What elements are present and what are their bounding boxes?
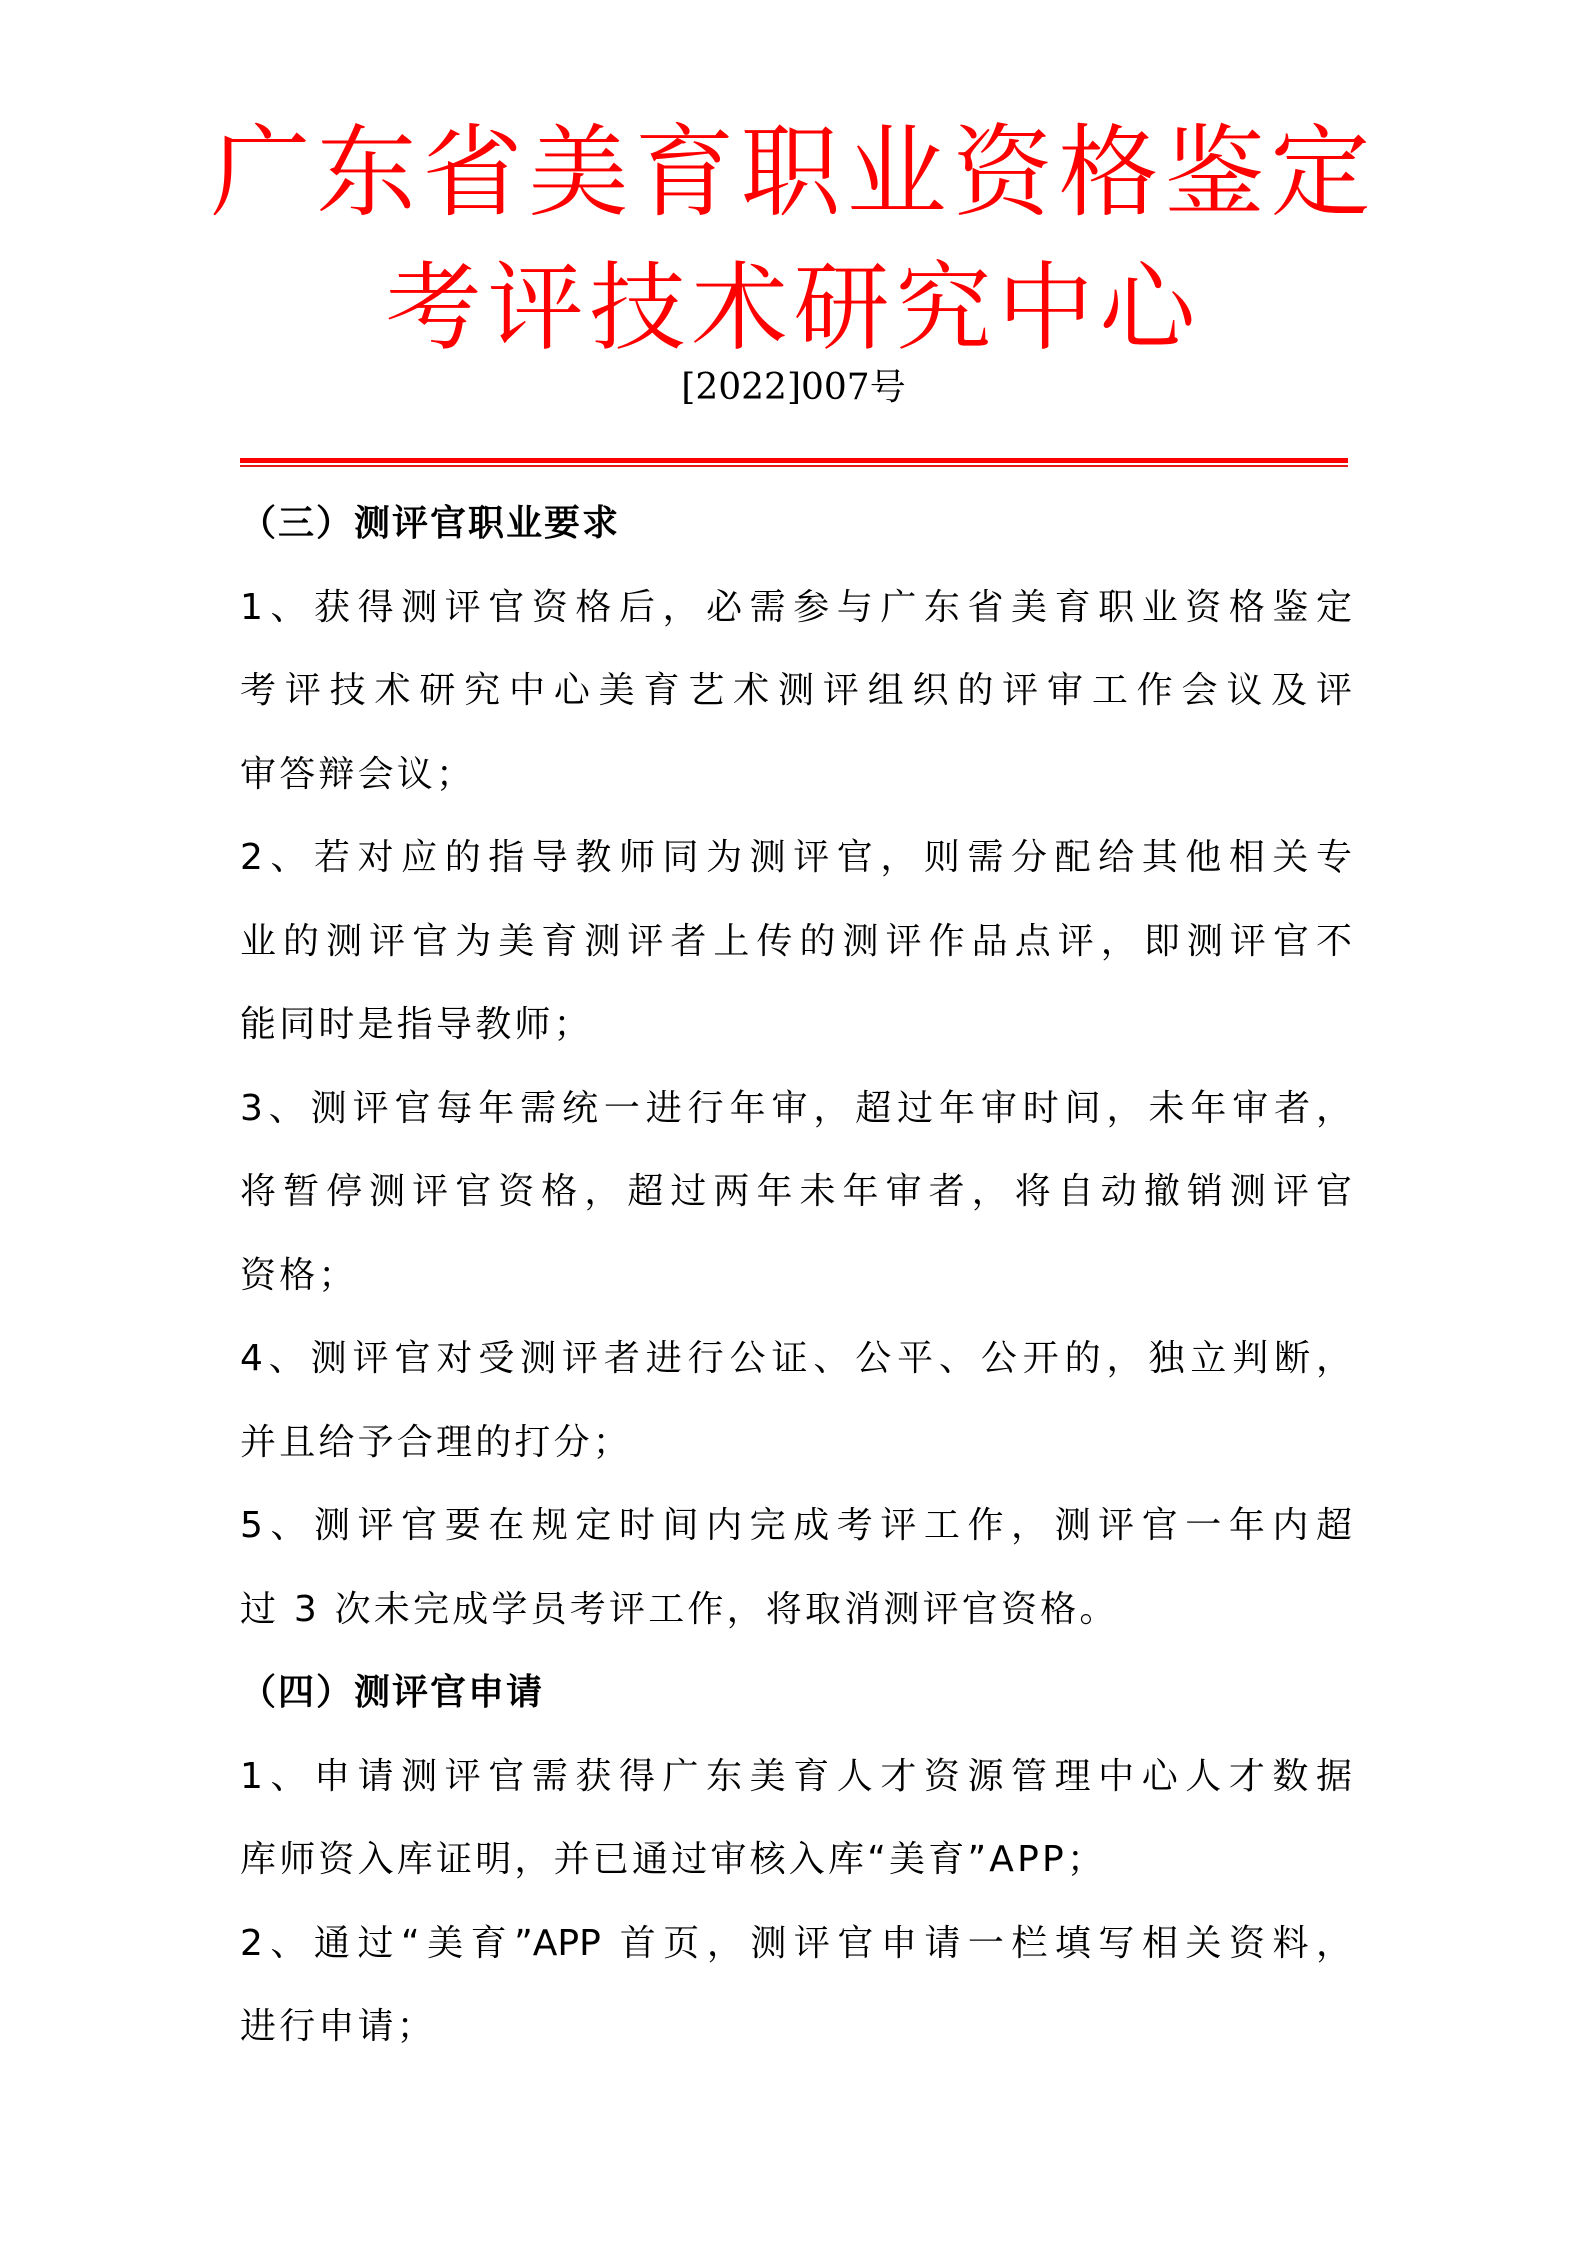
red-header-rule-thin bbox=[240, 465, 1348, 467]
paragraph-line: 进行申请； bbox=[240, 2006, 437, 2047]
requirement-item-2 bbox=[240, 816, 1352, 1067]
application-item-2 bbox=[240, 1902, 1352, 2069]
section-heading-application: （四）测评官申请 bbox=[240, 1672, 545, 1713]
requirement-item-4 bbox=[240, 1317, 1352, 1484]
document-body bbox=[240, 482, 1352, 2069]
requirement-item-5 bbox=[240, 1484, 1352, 1651]
requirement-item-1 bbox=[240, 566, 1352, 817]
paragraph-line: 库师资入库证明，并已通过审核入库“美育”APP； bbox=[240, 1839, 1107, 1880]
paragraph-line: 过 3 次未完成学员考评工作，将取消测评官资格。 bbox=[240, 1588, 1119, 1630]
org-title-line-2: 考评技术研究中心 bbox=[385, 252, 1202, 364]
paragraph-line: 4、测评官对受测评者进行公证、公平、公开的，独立判断， bbox=[240, 1338, 1352, 1379]
paragraph-line: 1、申请测评官需获得广东美育人才资源管理中心人才数据 bbox=[240, 1755, 1352, 1797]
paragraph-line: 5、测评官要在规定时间内完成考评工作，测评官一年内超 bbox=[240, 1505, 1352, 1546]
paragraph-line: 1、获得测评官资格后，必需参与广东省美育职业资格鉴定 bbox=[240, 586, 1352, 628]
paragraph-line: 审答辩会议； bbox=[240, 753, 476, 795]
application-item-1 bbox=[240, 1735, 1352, 1902]
section-heading-requirements: （三）测评官职业要求 bbox=[240, 503, 621, 544]
paragraph-line: 2、若对应的指导教师同为测评官，则需分配给其他相关专 bbox=[240, 837, 1352, 878]
paragraph-line: 业的测评官为美育测评者上传的测评作品点评，即测评官不 bbox=[240, 920, 1352, 962]
paragraph-line: 并且给予合理的打分； bbox=[240, 1421, 633, 1463]
paragraph-line: 考评技术研究中心美育艺术测评组织的评审工作会议及评 bbox=[240, 670, 1352, 711]
paragraph-line: 将暂停测评官资格，超过两年未年审者，将自动撤销测评官 bbox=[240, 1171, 1352, 1212]
red-header-rule-thick bbox=[240, 458, 1348, 463]
paragraph-line: 能同时是指导教师； bbox=[240, 1004, 593, 1045]
requirement-item-3 bbox=[240, 1067, 1352, 1318]
paragraph-line: 资格； bbox=[240, 1254, 358, 1296]
paragraph-line: 2、通过“美育”APP 首页，测评官申请一栏填写相关资料， bbox=[240, 1922, 1352, 1964]
paragraph-line: 3、测评官每年需统一进行年审，超过年审时间，未年审者， bbox=[240, 1087, 1352, 1129]
org-title-line-1: 广东省美育职业资格鉴定 bbox=[210, 114, 1377, 231]
document-number: [2022]007号 bbox=[681, 367, 906, 408]
